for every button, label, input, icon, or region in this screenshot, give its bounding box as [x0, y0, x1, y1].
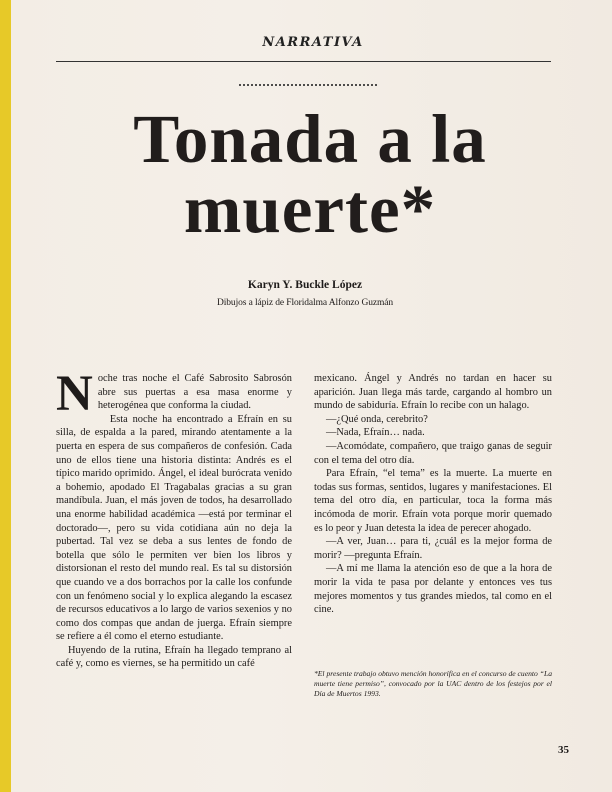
paragraph: Para Efraín, “el tema” es la muerte. La muerte en todas sus formas, sentidos, lugares y manifestaciones. El tema del otro día, en particular, toca la forma más incómoda de morir. Efraín vota porque morir quemado es lo peor y Juan detesta la idea de perecer ahogado. — [314, 468, 552, 534]
section-label: NARRATIVA — [262, 35, 364, 50]
right-column — [314, 372, 552, 617]
opening-paragraph — [56, 366, 292, 422]
page-number: 35 — [558, 744, 569, 756]
decorative-dot-rule — [238, 83, 378, 87]
dialogue-line: —¿Qué onda, cerebrito? — [326, 413, 428, 425]
article-title: Tonada a la muerte* — [133, 101, 487, 247]
binding-edge-strip — [0, 0, 11, 792]
left-column — [56, 366, 292, 671]
paragraph-text: oche tras noche el Café Sabrosito Sabrosón abre sus puertas a esa masa enorme y heterogénea que conforma la ciudad. — [97, 373, 292, 412]
dialogue-line: —A ver, Juan… para ti, ¿cuál es la mejor forma de morir? —pregunta Efraín. — [314, 536, 552, 561]
paragraph: mexicano. Ángel y Andrés no tardan en hacer su aparición. Juan llega más tarde, cargando al hombro un mundo de sabiduría. Efraín lo recibe con un halago. — [314, 373, 552, 412]
illustrator-credit: Dibujos a lápiz de Floridalma Alfonzo Guzmán — [216, 298, 394, 308]
dialogue-line: —Acomódate, compañero, que traigo ganas de seguir con el tema del otro día. — [314, 440, 552, 466]
paragraph: Esta noche ha encontrado a Efraín en su silla, de espalda a la pared, mirando atentamente a la puerta en espera de sus compañeros de confesión. Cada uno de ellos tiene una historia distinta: Andrés es el típico marido oprimido. Ángel, el ideal burócrata venido a bohemio, apodado El Tragabalas gracias a su gran mandíbula. Juan, el más joven de todos, ha desarrollado una enorme habilidad académica —está por terminar el doctorado—, pero su vida cotidiana aún no deja la pubertad. Tal vez se deba a sus lentes de fondo de botella que sólo le permiten ver bien los libros y distorsionan el resto del mundo real. Es tal su distorsión que cuando ve a dos borrachos por la calle los confunde con un fenómeno social y lo explica alegando la escasez de recursos educativos a lo largo de varios sexenios y no como dos compas que andan de juerga. Efraín siempre se refiere a él como el eterno estudiante. — [56, 413, 292, 643]
dialogue-line: —A mí me llama la atención eso de que a la hora de morir la vida te pasa por delante y entonces ves tus mejores momentos y tus grandes miedos, tal como en el cine. — [314, 563, 552, 616]
header-rule — [56, 61, 551, 62]
paragraph: Huyendo de la rutina, Efraín ha llegado temprano al café y, como es viernes, se ha permitido un café — [56, 644, 292, 670]
drop-cap: N — [56, 366, 93, 422]
footnote: *El presente trabajo obtuvo mención honorífica en el concurso de cuento “La muerte tiene permiso”, convocado por la UAC dentro de los festejos por el Día de Muertos 1993. — [314, 669, 552, 698]
dialogue-line: —Nada, Efraín… nada. — [326, 427, 425, 439]
author-name: Karyn Y. Buckle López — [247, 279, 363, 291]
